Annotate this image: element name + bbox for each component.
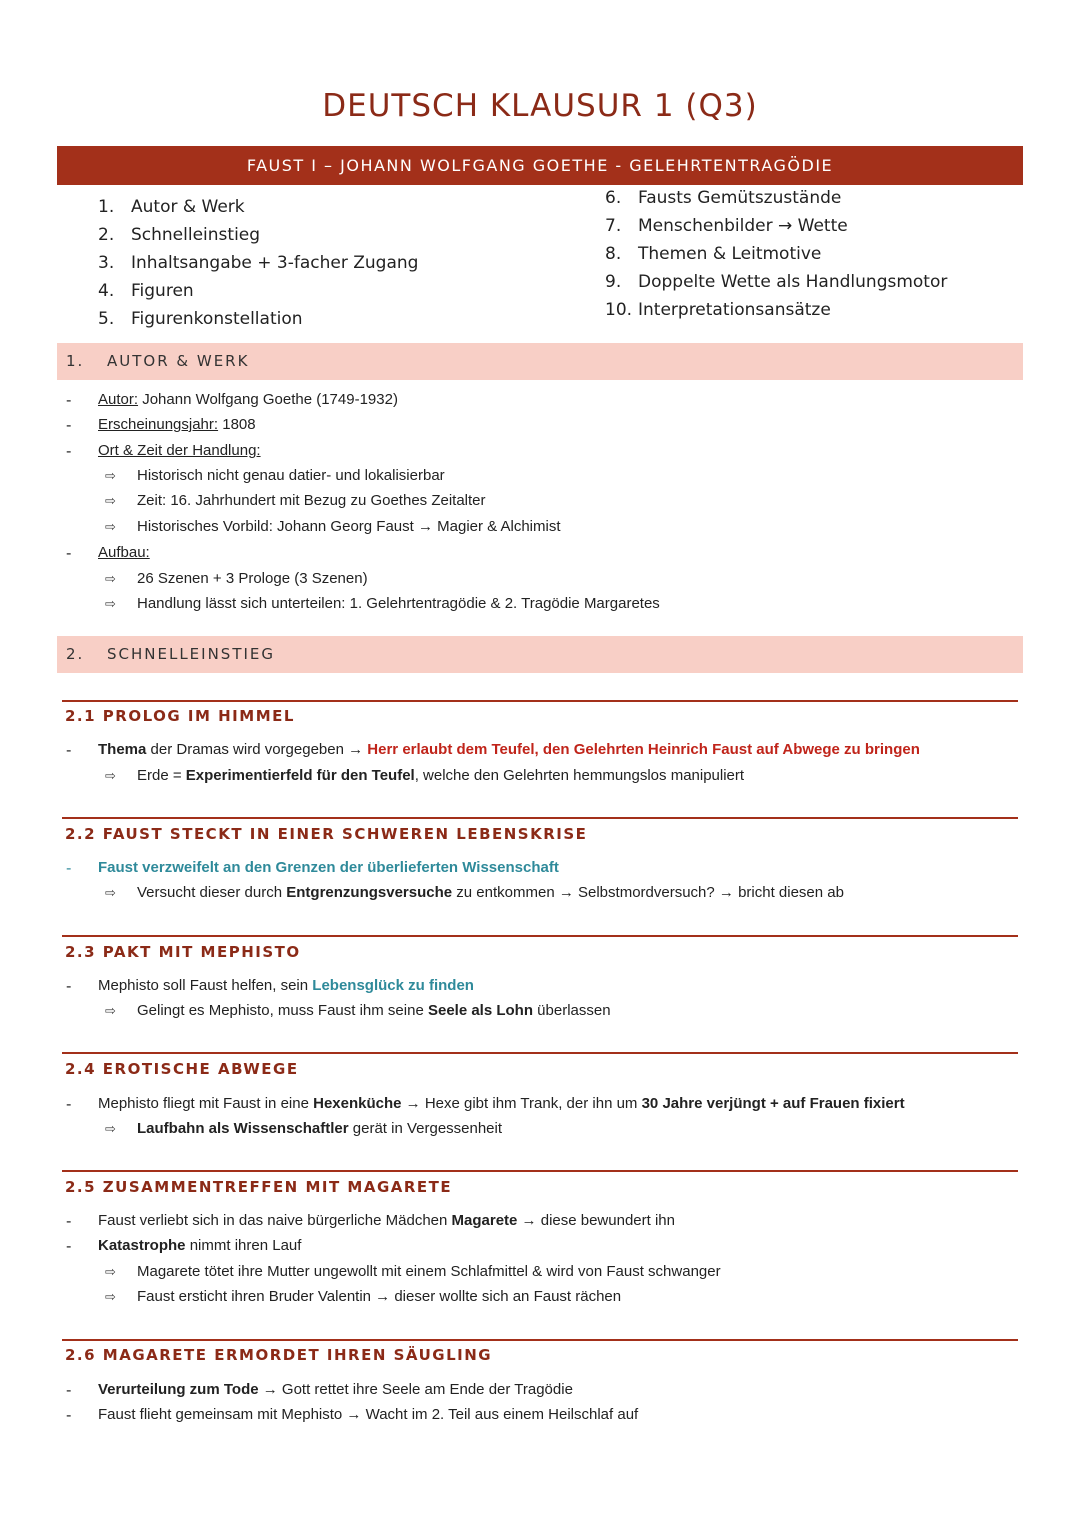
aufbau-item [105,569,368,589]
autor-label: Autor: [98,391,139,408]
arrow-bullet-icon: ⇨ [105,519,116,534]
s25-line [98,1211,675,1231]
text-bold: 30 Jahre verjüngt + auf Frauen fixiert [641,1095,905,1112]
toc-item [98,277,418,305]
toc-left [98,193,418,333]
subsection-title: 2.4 EROTISCHE ABWEGE [65,1060,299,1078]
aufbau-label: Aufbau: [98,544,150,561]
subsection-title: 2.6 MAGARETE ERMORDET IHREN SÄUGLING [65,1346,493,1364]
ort-item [105,491,486,511]
text-bold: Verurteilung zum Tode [98,1381,259,1398]
text-plain: Erde = [137,767,186,784]
dash-bullet: - [66,391,72,409]
arrow-bullet-icon: ⇨ [105,493,116,508]
toc-item-label: Figurenkonstellation [131,309,303,329]
toc-item [605,184,947,212]
dash-bullet: - [66,741,72,759]
s24-line [98,1094,905,1114]
text-highlight-teal: Lebensglück zu finden [312,977,474,994]
section-title: SCHNELLEINSTIEG [107,645,276,663]
text-highlight-teal: Faust verzweifelt an den Grenzen der überlieferten Wissenschaft [98,859,559,876]
section-heading-schnelleinstieg [57,636,1023,673]
toc-item [605,268,947,296]
s22-line [98,858,559,878]
text-highlight-red: Herr erlaubt dem Teufel, den Gelehrten Heinrich Faust auf Abwege zu bringen [367,741,920,758]
toc-right [605,184,947,324]
dash-bullet: - [66,1212,72,1230]
toc-item-number: 1. [98,197,115,217]
toc-item-number: 4. [98,281,115,301]
text-bold: Hexenküche [313,1095,402,1112]
subsection-title: 2.3 PAKT MIT MEPHISTO [65,943,301,961]
dash-bullet: - [66,859,72,877]
text-plain: überlassen [533,1002,611,1019]
subsection-title: 2.1 PROLOG IM HIMMEL [65,707,295,725]
toc-item-label: Schnelleinstieg [131,225,261,245]
aufbau-line [98,543,150,563]
aufbau-item [105,594,660,614]
topic-banner: FAUST I – JOHANN WOLFGANG GOETHE - GELEHRTENTRAGÖDIE [57,146,1023,185]
text-plain: , welche den Gelehrten hemmungslos manipuliert [414,767,745,784]
subsection-title: 2.5 ZUSAMMENTREFFEN MIT MAGARETE [65,1178,453,1196]
aufbau-item-text: Handlung lässt sich unterteilen: 1. Gelehrtentragödie & 2. Tragödie Margaretes [137,595,660,612]
toc-item [605,240,947,268]
document-title: DEUTSCH KLAUSUR 1 (Q3) [322,88,758,124]
toc-item-label: Interpretationsansätze [638,300,831,320]
arrow-bullet-icon: ⇨ [105,596,116,611]
autor-value: Johann Wolfgang Goethe (1749-1932) [138,391,398,408]
dash-bullet: - [66,1406,72,1424]
subsection-divider [62,1052,1018,1054]
s26-line [98,1405,638,1425]
subsection-title: 2.2 FAUST STECKT IN EINER SCHWEREN LEBENSKRISE [65,825,588,843]
arrow-bullet-icon: ⇨ [105,1289,116,1304]
toc-item-label: Menschenbilder → Wette [638,216,848,236]
ort-item [105,517,561,537]
toc-item-label: Inhaltsangabe + 3-facher Zugang [131,253,419,273]
text-plain: Versucht dieser durch [137,884,287,901]
text-plain: → Gott rettet ihre Seele am Ende der Tragödie [258,1381,573,1398]
toc-item-number: 3. [98,253,115,273]
ort-item-text: Historisch nicht genau datier- und lokalisierbar [137,467,445,484]
subsection-divider [62,817,1018,819]
toc-item-number: 5. [98,309,115,329]
toc-item-number: 2. [98,225,115,245]
text-plain: gerät in Vergessenheit [348,1120,503,1137]
dash-bullet: - [66,1095,72,1113]
text-plain: zu entkommen → Selbstmordversuch? → bricht diesen ab [452,884,844,901]
subsection-divider [62,935,1018,937]
dash-bullet: - [66,1381,72,1399]
text-plain: nimmt ihren Lauf [185,1237,302,1254]
s25-subline [105,1262,721,1282]
s21-subline [105,766,744,786]
ort-label: Ort & Zeit der Handlung: [98,442,261,459]
jahr-value: 1808 [218,416,256,433]
arrow-bullet-icon: ⇨ [105,571,116,586]
toc-item-number: 10. [605,300,633,320]
arrow-bullet-icon: ⇨ [105,1121,116,1136]
toc-item-number: 6. [605,188,622,208]
aufbau-item-text: 26 Szenen + 3 Prologe (3 Szenen) [137,570,368,587]
text-bold: Katastrophe [98,1237,186,1254]
text-plain: Faust ersticht ihren Bruder Valentin → dieser wollte sich an Faust rächen [137,1288,622,1305]
toc-item-label: Autor & Werk [131,197,245,217]
text-bold: Magarete [451,1212,518,1229]
s25-line [98,1236,301,1256]
text-plain: Faust flieht gemeinsam mit Mephisto → Wacht im 2. Teil aus einem Heilschlaf auf [98,1406,639,1423]
text-bold: Seele als Lohn [427,1002,534,1019]
subsection-divider [62,1170,1018,1172]
text-plain: Faust verliebt sich in das naive bürgerliche Mädchen [98,1212,452,1229]
arrow-bullet-icon: ⇨ [105,885,116,900]
s25-subline [105,1287,621,1307]
arrow-bullet-icon: ⇨ [105,1003,116,1018]
section-number: 2. [66,645,85,663]
toc-item-label: Fausts Gemütszustände [638,188,842,208]
toc-item-number: 7. [605,216,622,236]
subsection-divider [62,1339,1018,1341]
arrow-bullet-icon: ⇨ [105,468,116,483]
arrow-bullet-icon: ⇨ [105,768,116,783]
ort-item-text: Zeit: 16. Jahrhundert mit Bezug zu Goethes Zeitalter [137,492,486,509]
text-bold: Entgrenzungsversuche [286,884,453,901]
toc-item-label: Doppelte Wette als Handlungsmotor [638,272,948,292]
arrow-bullet-icon: ⇨ [105,1264,116,1279]
toc-item [98,305,418,333]
toc-item [98,221,418,249]
dash-bullet: - [66,544,72,562]
section-heading-autor-werk [57,343,1023,380]
s22-subline [105,883,844,903]
dash-bullet: - [66,1237,72,1255]
s23-line [98,976,474,996]
jahr-label: Erscheinungsjahr: [98,416,219,433]
subsection-divider [62,700,1018,702]
ort-line [98,441,261,461]
toc-item-number: 8. [605,244,622,264]
toc-item-label: Themen & Leitmotive [638,244,822,264]
toc-item [605,212,947,240]
text-plain: Mephisto soll Faust helfen, sein [98,977,313,994]
toc-item [98,193,418,221]
text-plain: Gelingt es Mephisto, muss Faust ihm seine [137,1002,428,1019]
jahr-line [98,415,256,435]
section-title: AUTOR & WERK [107,352,250,370]
text-plain: Magarete tötet ihre Mutter ungewollt mit einem Schlafmittel & wird von Faust schwanger [137,1263,721,1280]
toc-item-label: Figuren [131,281,194,301]
text-plain: → diese bewundert ihn [517,1212,675,1229]
text-bold: Experimentierfeld für den Teufel [185,767,415,784]
s21-line [98,740,920,760]
s23-subline [105,1001,611,1021]
toc-item [98,249,418,277]
ort-item [105,466,445,486]
ort-item-text: Historisches Vorbild: Johann Georg Faust → Magier & Alchimist [137,518,561,535]
section-number: 1. [66,352,85,370]
text-bold: Thema [98,741,147,758]
dash-bullet: - [66,977,72,995]
s24-subline [105,1119,502,1139]
toc-item [605,296,947,324]
dash-bullet: - [66,416,72,434]
text-plain: → Hexe gibt ihm Trank, der ihn um [401,1095,642,1112]
text-plain: der Dramas wird vorgegeben → [146,741,368,758]
s26-line [98,1380,573,1400]
toc-item-number: 9. [605,272,622,292]
text-bold: Laufbahn als Wissenschaftler [137,1120,349,1137]
dash-bullet: - [66,442,72,460]
autor-line [98,390,398,410]
text-plain: Mephisto fliegt mit Faust in eine [98,1095,314,1112]
